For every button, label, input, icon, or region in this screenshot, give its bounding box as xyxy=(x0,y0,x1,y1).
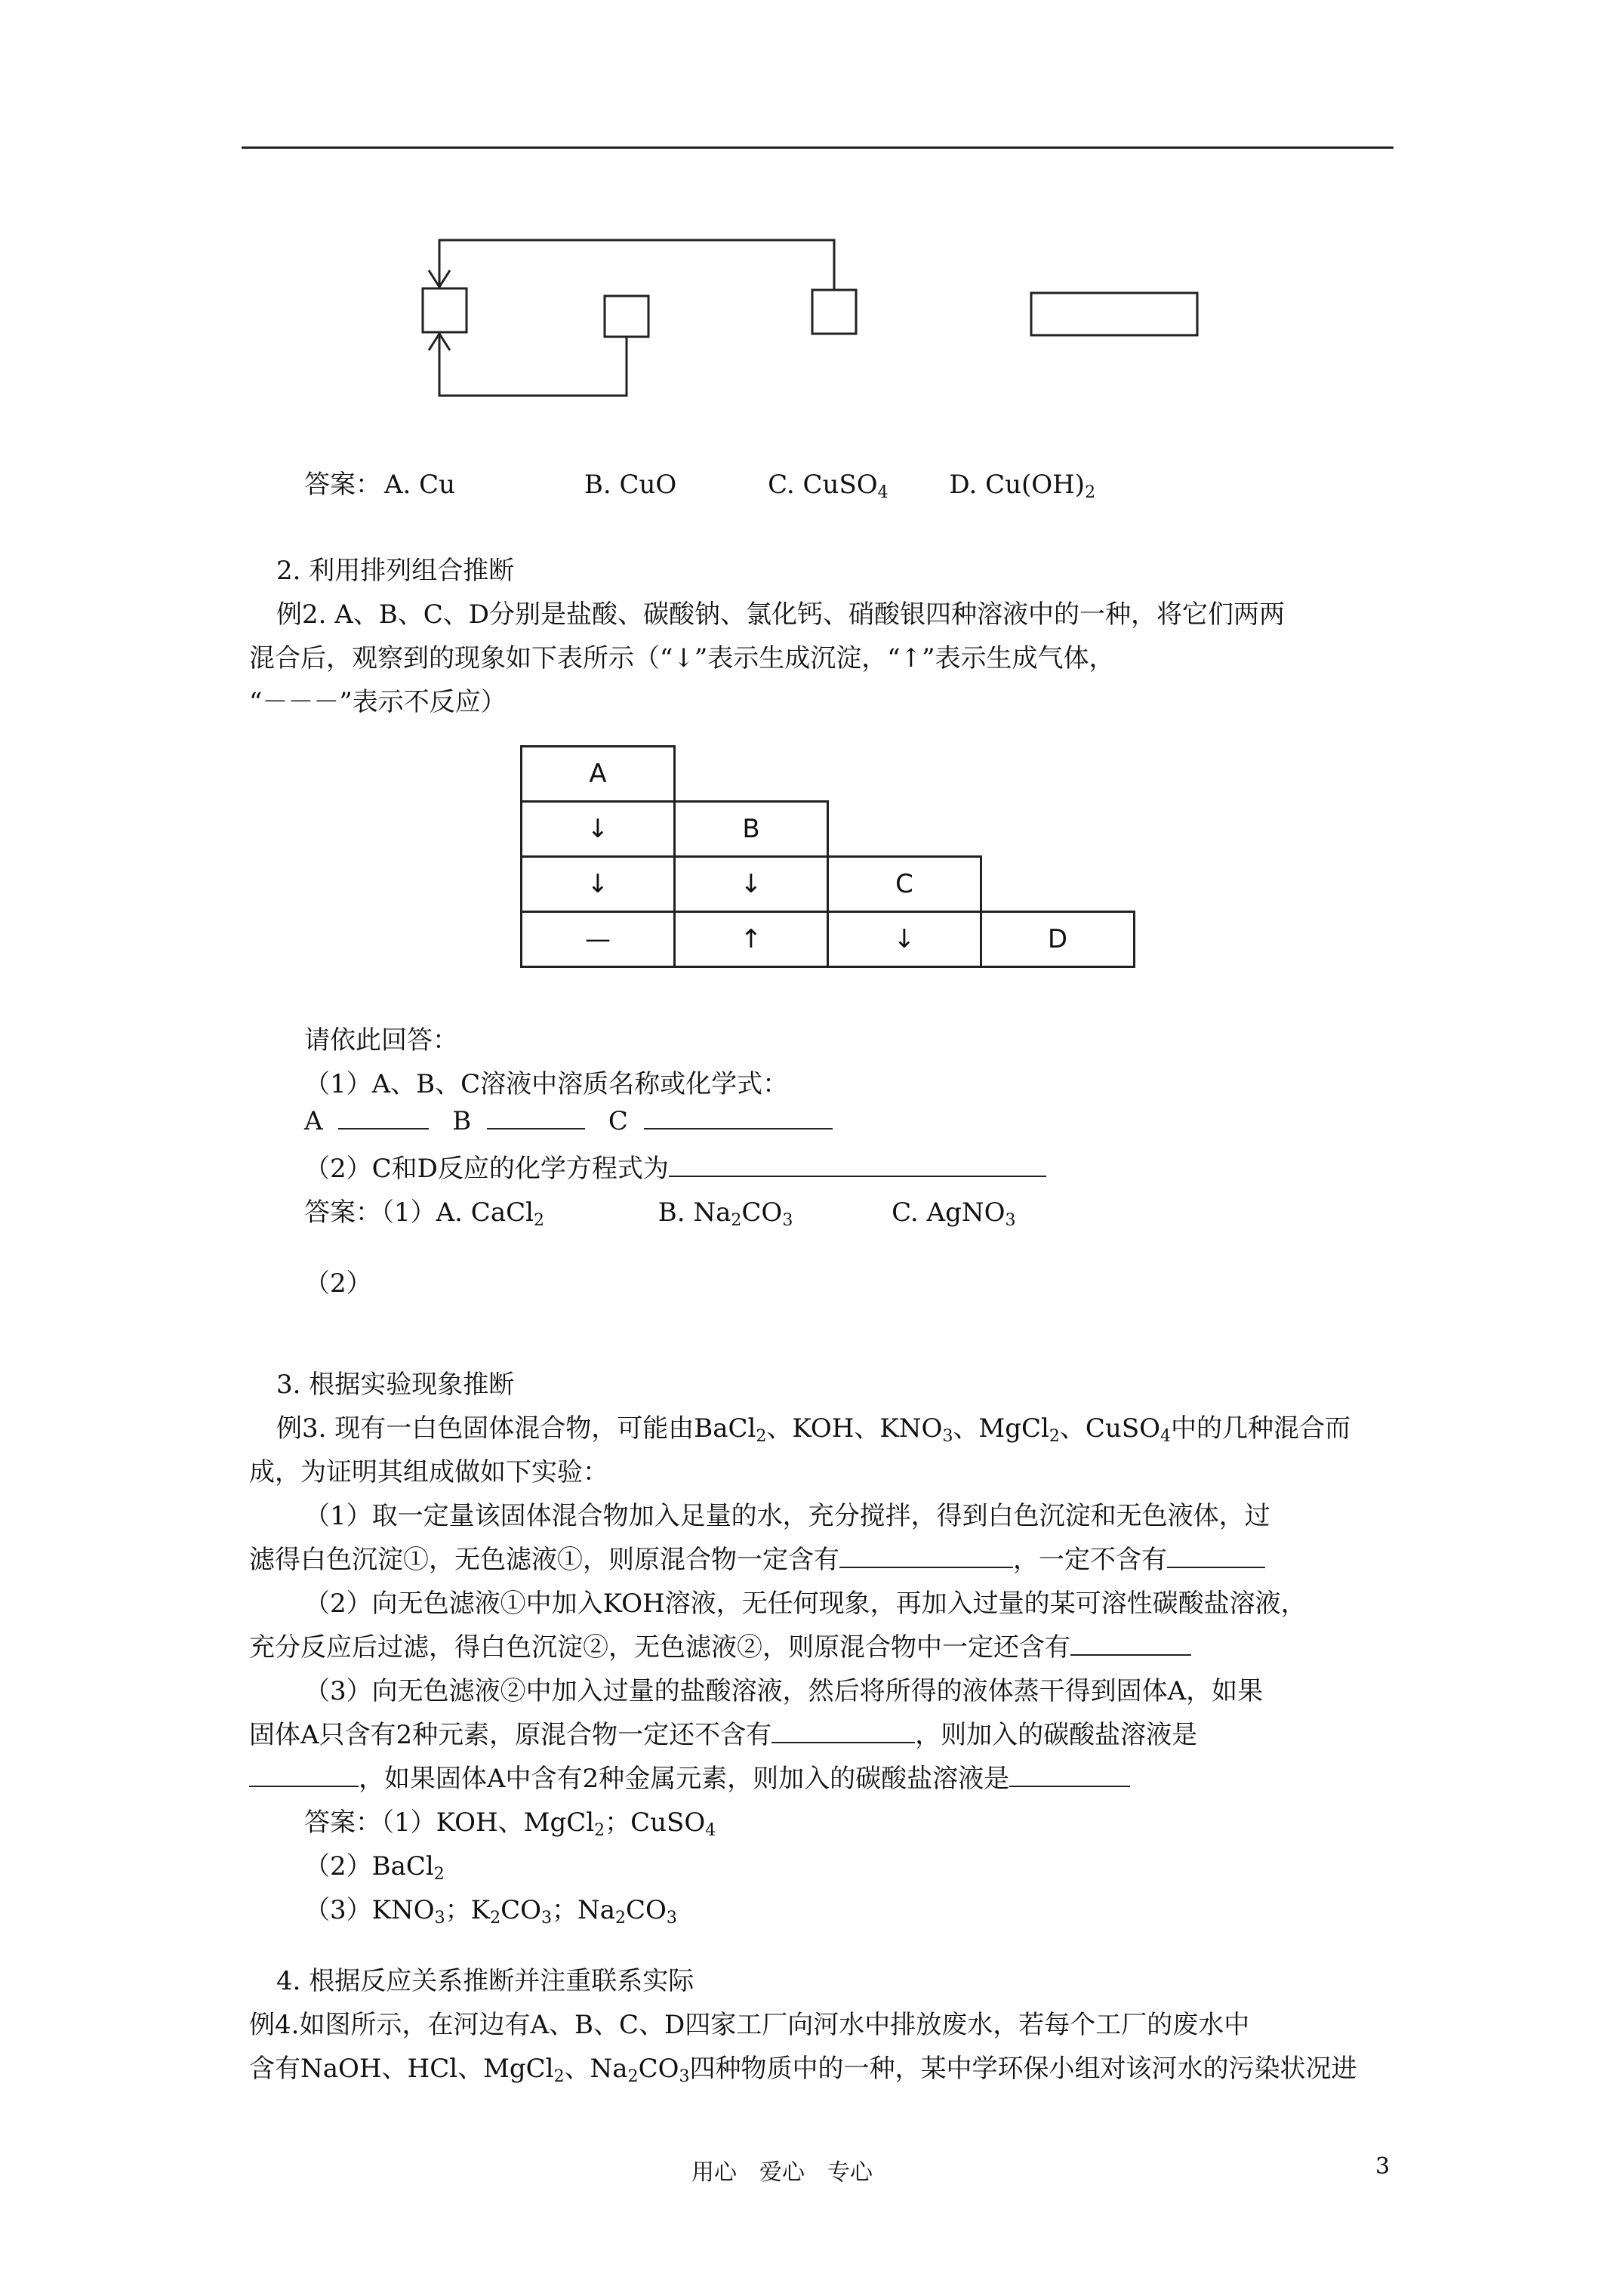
footer-motto: 用心 爱心 专心 xyxy=(691,2159,873,2186)
section-2-answer: 答案：（1）A. CaCl$_2$ B. $Na_2CO_3$ C. AgNO$_3$ xyxy=(304,1197,1016,1230)
diagram-answer: 答案： A. Cu B. CuO C. CuSO$_4$ D. $Cu(OH)_2$ xyxy=(304,470,1096,502)
section-2-line-3: “－－－”表示不反应） xyxy=(249,687,507,717)
table-cell: C xyxy=(828,857,981,912)
table-row xyxy=(522,912,1135,967)
table-cell: ↑ xyxy=(675,912,828,967)
answer-blank-also-not-contain[interactable] xyxy=(771,1719,915,1743)
section-2-line-2: 混合后，观察到的现象如下表所示（“↓”表示生成沉淀，“↑”表示生成气体， xyxy=(249,643,1115,673)
top-arrow-line xyxy=(439,240,834,290)
section-3-answer-1: 答案：（1）KOH、MgCl$_2$；CuSO$_4$ xyxy=(304,1808,716,1840)
table-cell: ↓ xyxy=(828,912,981,967)
section-3-line-5: （2）向无色滤液①中加入KOH溶液，无任何现象，再加入过量的某可溶性碳酸盐溶液， xyxy=(304,1589,1307,1619)
page-number: 3 xyxy=(1375,2153,1390,2180)
section-3-line-6: 充分反应后过滤，得白色沉淀②，无色滤液②，则原混合物中一定还含有 xyxy=(249,1626,1191,1663)
question-1-blanks: A B C xyxy=(304,1105,833,1136)
section-3-line-3: （1）取一定量该固体混合物加入足量的水，充分搅拌，得到白色沉淀和无色液体，过 xyxy=(304,1501,1270,1531)
section-3-answer-3: $(3)KNO_3$；$K_2CO_3$；$Na_2CO_3$ xyxy=(304,1895,677,1928)
table-cell: ↓ xyxy=(675,857,828,912)
answer-blank-must-contain[interactable] xyxy=(839,1544,1013,1568)
answer-blank-must-not-contain[interactable] xyxy=(1167,1544,1265,1568)
section-3-line-9: ，如果固体A中含有2种金属元素，则加入的碳酸盐溶液是 xyxy=(249,1758,1130,1795)
table-cell: B xyxy=(675,802,828,857)
answer-blank-carbonate-2[interactable] xyxy=(1009,1763,1130,1787)
question-1: （1）A、B、C溶液中溶质名称或化学式： xyxy=(304,1069,789,1099)
section-3-title: 3. 根据实验现象推断 xyxy=(276,1370,515,1400)
section-3-line-4: 滤得白色沉淀①，无色滤液①，则原混合物一定含有 ，一定不含有 xyxy=(249,1539,1265,1576)
section-2-answer-2: （2） xyxy=(304,1268,372,1299)
answer-blank-also-contains[interactable] xyxy=(1070,1632,1191,1656)
table-cell: D xyxy=(981,912,1135,967)
answer-blank-carbonate-1[interactable] xyxy=(249,1763,359,1787)
answer-blank-c[interactable] xyxy=(644,1105,833,1130)
table-row xyxy=(522,857,1135,912)
table-cell: ↓ xyxy=(522,857,675,912)
table-cell: — xyxy=(522,912,675,967)
table-row xyxy=(522,802,1135,857)
reaction-table xyxy=(520,745,1135,968)
bottom-arrow-line xyxy=(439,334,627,396)
answer-blank-a[interactable] xyxy=(338,1105,429,1130)
section-3-line-2: 成，为证明其组成做如下实验： xyxy=(249,1457,608,1487)
table-cell: ↓ xyxy=(522,802,675,857)
answer-blank-b[interactable] xyxy=(487,1105,585,1130)
answer-blank-equation[interactable] xyxy=(669,1153,1046,1177)
diagram-box-2 xyxy=(605,296,648,337)
flow-diagram xyxy=(0,0,1623,529)
question-2: （2）C和D反应的化学方程式为 xyxy=(304,1148,1046,1185)
table-row xyxy=(522,747,1135,802)
table-cell: A xyxy=(522,747,675,802)
section-3-line-8: 固体A只含有2种元素，原混合物一定还不含有 ，则加入的碳酸盐溶液是 xyxy=(249,1720,1198,1750)
prompt: 请依此回答： xyxy=(304,1025,458,1056)
section-4-line-2: 含有NaOH、HCl、MgCl$_2$、$Na_2CO_3$四种物质中的一种，某中学环保小组对该河水的污染状况进 xyxy=(249,2054,1357,2086)
section-2-title: 2. 利用排列组合推断 xyxy=(276,556,515,586)
section-3-line-7: （3）向无色滤液②中加入过量的盐酸溶液，然后将所得的液体蒸干得到固体A，如果 xyxy=(304,1676,1264,1706)
section-2-line-1: 例2. A、B、C、D分别是盐酸、碳酸钠、氯化钙、硝酸银四种溶液中的一种，将它们两两 xyxy=(276,599,1286,630)
section-4-line-1: 例4.如图所示，在河边有A、B、C、D四家工厂向河水中排放废水，若每个工厂的废水中 xyxy=(249,2010,1250,2040)
diagram-box-1 xyxy=(423,288,467,332)
section-3-answer-2: （2）BaCl$_2$ xyxy=(304,1851,445,1884)
section-3-line-1: 例3. 现有一白色固体混合物，可能由BaCl$_2$、KOH、$KNO_3$、MgCl$_2$、CuSO$_4$中的几种混合而 xyxy=(276,1413,1350,1446)
section-4-title: 4. 根据反应关系推断并注重联系实际 xyxy=(276,1966,694,1996)
diagram-box-3 xyxy=(812,290,856,334)
diagram-box-4 xyxy=(1031,293,1197,335)
